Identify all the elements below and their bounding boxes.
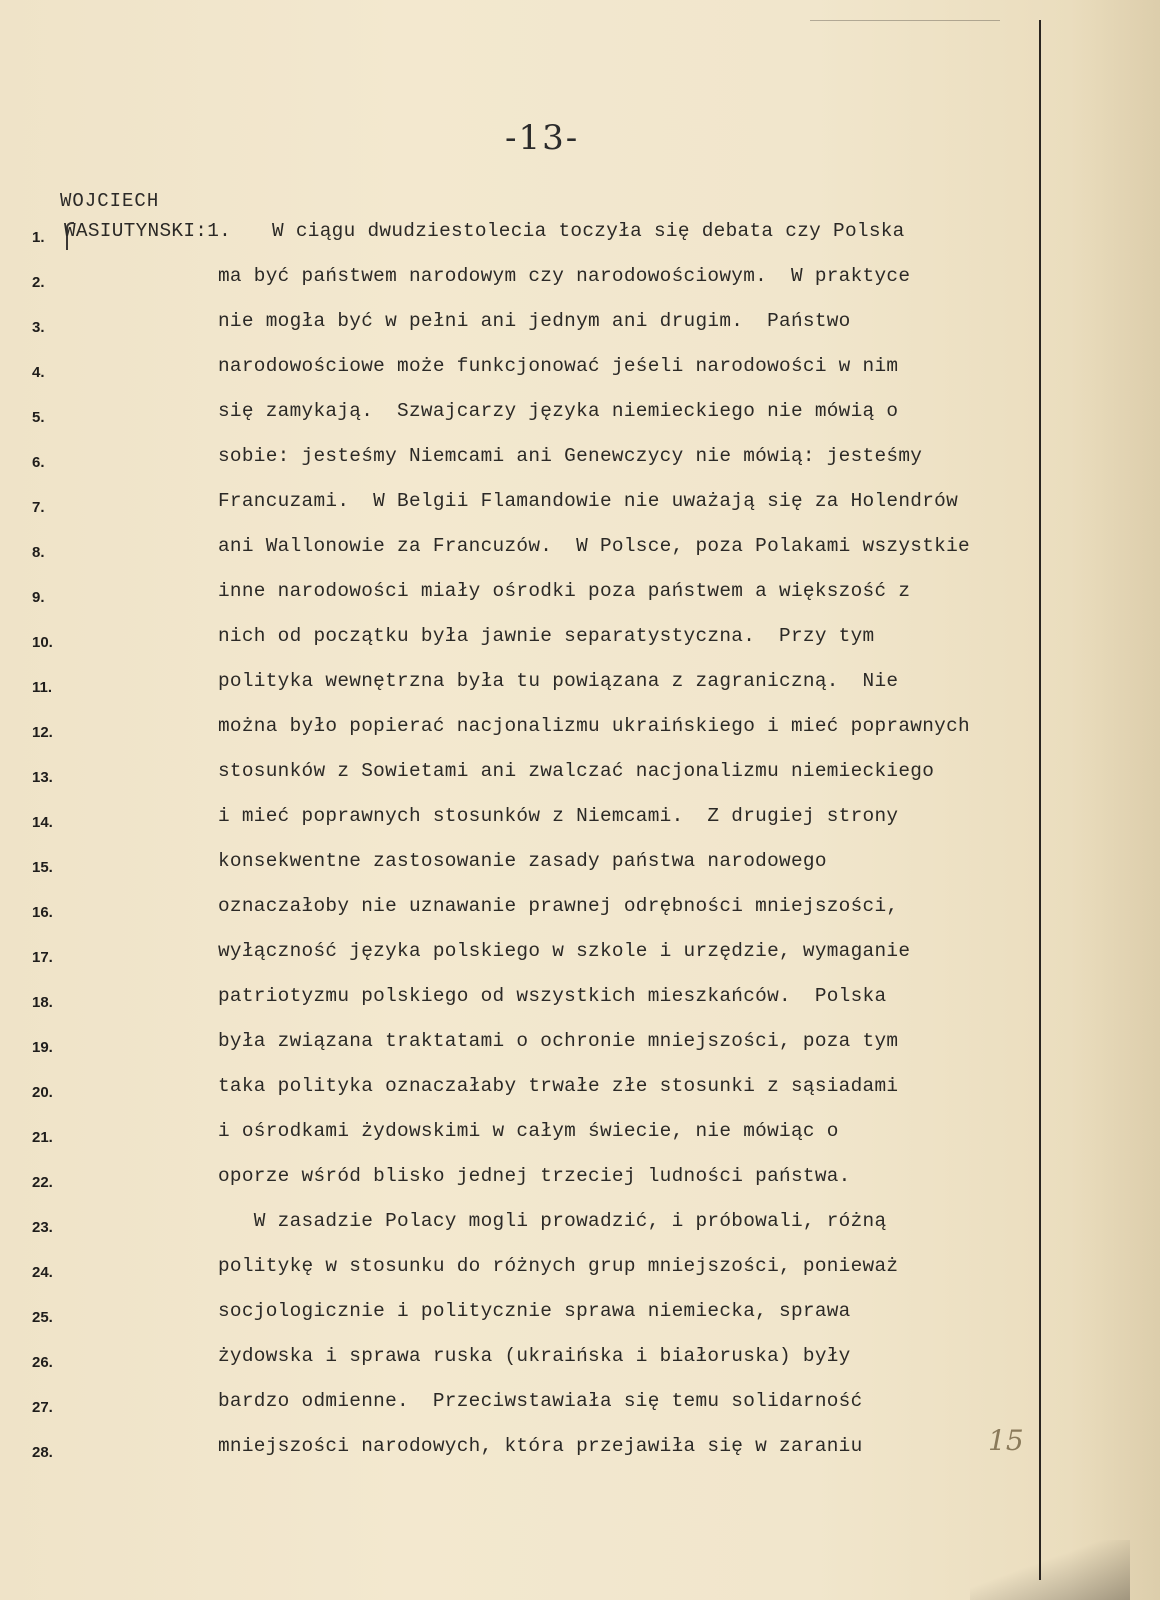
line-number: 12.: [32, 724, 53, 741]
text-line: polityka wewnętrzna była tu powiązana z zagraniczną. Nie: [218, 670, 899, 692]
line-number: 16.: [32, 904, 53, 921]
text-line: socjologicznie i politycznie sprawa niemiecka, sprawa: [218, 1300, 851, 1322]
speaker-surname-prefix: WASIUTYNSKI:1.: [64, 220, 232, 242]
text-line: nich od początku była jawnie separatystyczna. Przy tym: [218, 625, 875, 647]
text-line: mniejszości narodowych, która przejawiła się w zaraniu: [218, 1435, 863, 1457]
line-number: 19.: [32, 1039, 53, 1056]
text-line: taka polityka oznaczałaby trwałe złe stosunki z sąsiadami: [218, 1075, 899, 1097]
line-number: 15.: [32, 859, 53, 876]
line-number: 5.: [32, 409, 45, 426]
line-number: 24.: [32, 1264, 53, 1281]
text-line: nie mogła być w pełni ani jednym ani drugim. Państwo: [218, 310, 851, 332]
text-line: inne narodowości miały ośrodki poza państwem a większość z: [218, 580, 911, 602]
text-line: Francuzami. W Belgii Flamandowie nie uważają się za Holendrów: [218, 490, 959, 512]
text-line: bardzo odmienne. Przeciwstawiała się temu solidarność: [218, 1390, 863, 1412]
line-number: 26.: [32, 1354, 53, 1371]
text-line: W ciągu dwudziestolecia toczyła się debata czy Polska: [272, 220, 905, 242]
line-number: 28.: [32, 1444, 53, 1461]
text-line: można było popierać nacjonalizmu ukraińskiego i mieć poprawnych: [218, 715, 970, 737]
text-line: politykę w stosunku do różnych grup mniejszości, ponieważ: [218, 1255, 899, 1277]
line-number: 4.: [32, 364, 45, 381]
text-line: wyłączność języka polskiego w szkole i urzędzie, wymaganie: [218, 940, 911, 962]
text-line: konsekwentne zastosowanie zasady państwa narodowego: [218, 850, 827, 872]
text-line: żydowska i sprawa ruska (ukraińska i białoruska) były: [218, 1345, 851, 1367]
line-number: 13.: [32, 769, 53, 786]
line-number: 18.: [32, 994, 53, 1011]
text-line: i ośrodkami żydowskimi w całym świecie, nie mówiąc o: [218, 1120, 839, 1142]
line-number: 25.: [32, 1309, 53, 1326]
text-line: oporze wśród blisko jednej trzeciej ludności państwa.: [218, 1165, 851, 1187]
text-line: ma być państwem narodowym czy narodowościowym. W praktyce: [218, 265, 911, 287]
line-number: 1.: [32, 229, 45, 246]
line-number: 20.: [32, 1084, 53, 1101]
text-line: ani Wallonowie za Francuzów. W Polsce, poza Polakami wszystkie: [218, 535, 970, 557]
text-line: oznaczałoby nie uznawanie prawnej odrębności mniejszości,: [218, 895, 899, 917]
text-line: W zasadzie Polacy mogli prowadzić, i próbowali, różną: [218, 1210, 887, 1232]
page-corner-wear: [970, 1540, 1130, 1600]
text-line: sobie: jesteśmy Niemcami ani Genewczycy nie mówią: jesteśmy: [218, 445, 923, 467]
line-number: 3.: [32, 319, 45, 336]
line-number: 8.: [32, 544, 45, 561]
line-number: 2.: [32, 274, 45, 291]
line-number: 22.: [32, 1174, 53, 1191]
text-line: narodowościowe może funkcjonować jeśeli narodowości w nim: [218, 355, 899, 377]
line-number-column: [32, 224, 53, 1484]
line-number: 10.: [32, 634, 53, 651]
line-number: 27.: [32, 1399, 53, 1416]
typed-text-body: [218, 216, 1098, 1476]
text-line: się zamykają. Szwajcarzy języka niemieckiego nie mówią o: [218, 400, 899, 422]
top-edge-mark: [810, 20, 1000, 21]
line-number: 9.: [32, 589, 45, 606]
line-number: 17.: [32, 949, 53, 966]
speaker-first-name: WOJCIECH: [60, 190, 160, 212]
line-number: 11.: [32, 679, 53, 696]
margin-pencil-note: 15: [988, 1424, 1024, 1457]
line-number: 14.: [32, 814, 53, 831]
text-line: i mieć poprawnych stosunków z Niemcami. Z drugiej strony: [218, 805, 899, 827]
line-number: 7.: [32, 499, 45, 516]
text-line: stosunków z Sowietami ani zwalczać nacjonalizmu niemieckiego: [218, 760, 935, 782]
text-line: była związana traktatami o ochronie mniejszości, poza tym: [218, 1030, 899, 1052]
text-line: patriotyzmu polskiego od wszystkich mieszkańców. Polska: [218, 985, 887, 1007]
page-number: -13-: [505, 118, 580, 158]
line-number: 21.: [32, 1129, 53, 1146]
line-number: 6.: [32, 454, 45, 471]
line-number: 23.: [32, 1219, 53, 1236]
